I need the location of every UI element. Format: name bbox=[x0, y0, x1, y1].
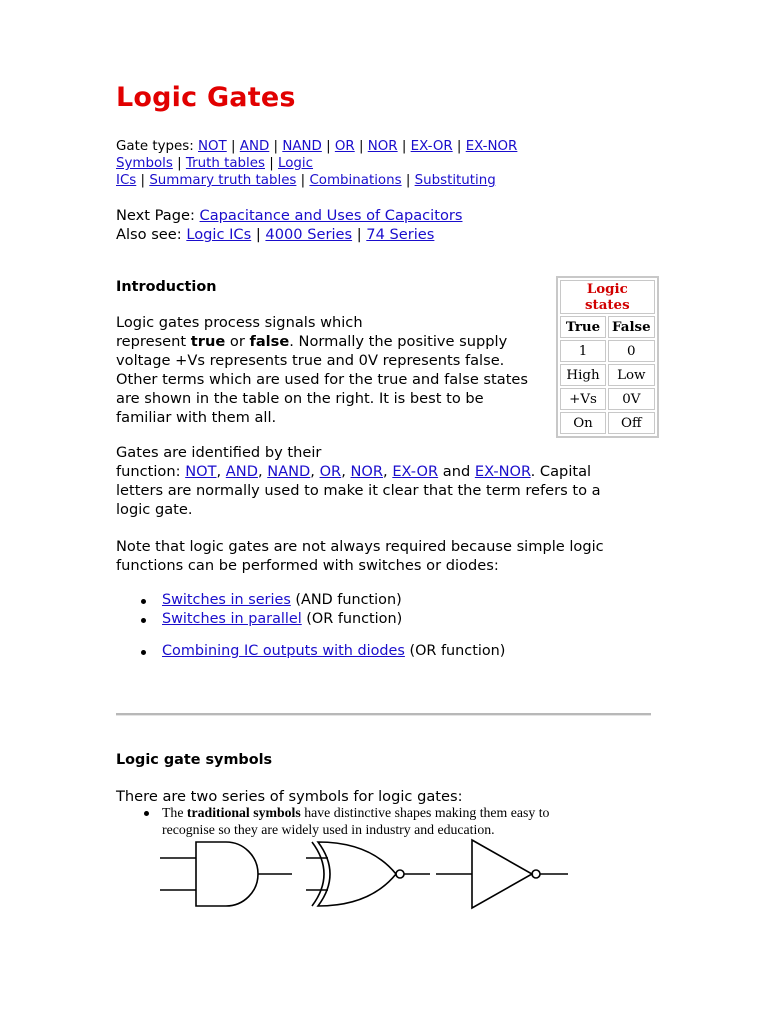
link-not[interactable]: NOT bbox=[198, 139, 227, 154]
intro-p2-line: Gates are identified by their bbox=[116, 444, 322, 461]
intro-p2-text: and bbox=[442, 463, 471, 480]
gate-types-nav: Gate types: NOT | AND | NAND | OR | NOR | EX-OR | EX-NOR Symbols | Truth tables | Logic ICs | Summary truth tables | Combinations | Substituting bbox=[116, 139, 518, 188]
intro-p1-text: . Normally the positive supply bbox=[289, 333, 508, 350]
link-nor-inline[interactable]: NOR bbox=[350, 463, 384, 480]
link-nor[interactable]: NOR bbox=[367, 139, 398, 154]
traditional-symbols-item bbox=[140, 804, 610, 838]
logic-states-table bbox=[556, 276, 659, 438]
trad-text: recognise so they are widely used in industry and education. bbox=[162, 822, 495, 837]
symbols-heading: Logic gate symbols bbox=[116, 752, 273, 768]
link-switches-series[interactable]: Switches in series bbox=[162, 592, 291, 608]
link-ex-nor[interactable]: EX-NOR bbox=[465, 139, 518, 154]
table-cell: +Vs bbox=[560, 388, 606, 410]
trad-text: The bbox=[162, 805, 184, 820]
link-ex-nor-inline[interactable]: EX-NOR bbox=[474, 463, 531, 480]
also-see-label: Also see: bbox=[116, 226, 182, 243]
list-item bbox=[136, 591, 505, 610]
link-4000-series[interactable]: 4000 Series bbox=[265, 226, 353, 243]
intro-paragraph-2: Gates are identified by their function: NOT, AND, NAND, OR, NOR, EX-OR and EX-NOR. Capital letters are normally used to make it clear that the term refers to a logic gate. bbox=[116, 444, 601, 518]
intro-true-term: true bbox=[190, 333, 226, 350]
link-74-series[interactable]: 74 Series bbox=[366, 226, 435, 243]
table-cell: 0V bbox=[608, 388, 655, 410]
section-divider bbox=[116, 713, 651, 716]
link-or-inline[interactable]: OR bbox=[319, 463, 342, 480]
intro-paragraph-1 bbox=[116, 313, 556, 427]
list-item-text: (AND function) bbox=[290, 592, 402, 608]
table-cell: Off bbox=[608, 412, 655, 434]
intro-p1-line: Logic gates process signals which bbox=[116, 314, 363, 331]
link-logic-ics[interactable]: Logic ICs bbox=[186, 226, 252, 243]
trad-bold-term: traditional symbols bbox=[186, 805, 301, 820]
intro-p1-line: Other terms which are used for the true and false states bbox=[116, 371, 529, 388]
link-truth-tables[interactable]: Truth tables bbox=[185, 156, 265, 171]
table-cell: Low bbox=[608, 364, 655, 386]
introduction-heading: Introduction bbox=[116, 279, 217, 295]
link-logic-ics-b[interactable]: ICs bbox=[116, 173, 137, 188]
table-header-true: True bbox=[560, 316, 606, 338]
table-caption: Logic states bbox=[560, 280, 655, 314]
link-switches-parallel[interactable]: Switches in parallel bbox=[162, 611, 302, 627]
intro-p3-line: Note that logic gates are not always required because simple logic bbox=[116, 538, 604, 555]
intro-p3-line: functions can be performed with switches or diodes: bbox=[116, 557, 499, 574]
link-substituting[interactable]: Substituting bbox=[414, 173, 496, 188]
intro-false-term: false bbox=[249, 333, 290, 350]
link-capacitance[interactable]: Capacitance and Uses of Capacitors bbox=[199, 207, 463, 224]
intro-p1-text: represent bbox=[116, 333, 187, 350]
link-nand[interactable]: NAND bbox=[282, 139, 322, 154]
list-item bbox=[136, 610, 505, 629]
table-cell: High bbox=[560, 364, 606, 386]
not-gate-icon bbox=[436, 840, 568, 908]
link-logic-ics-a[interactable]: Logic bbox=[278, 156, 314, 171]
intro-p2-text: function: bbox=[116, 463, 181, 480]
gate-types-label: Gate types: bbox=[116, 139, 194, 154]
intro-p2-line: letters are normally used to make it clear that the term refers to a bbox=[116, 482, 601, 499]
intro-paragraph-3 bbox=[116, 537, 656, 575]
intro-p2-line: logic gate. bbox=[116, 501, 193, 518]
link-nand-inline[interactable]: NAND bbox=[267, 463, 311, 480]
and-gate-icon bbox=[160, 842, 292, 906]
intro-p1-line: familiar with them all. bbox=[116, 409, 277, 426]
link-not-inline[interactable]: NOT bbox=[185, 463, 217, 480]
intro-or-text: or bbox=[229, 333, 245, 350]
nor-gate-icon bbox=[306, 842, 430, 906]
table-cell: On bbox=[560, 412, 606, 434]
list-item bbox=[136, 642, 505, 661]
symbols-intro: There are two series of symbols for logic gates: bbox=[116, 788, 463, 805]
link-and-inline[interactable]: AND bbox=[225, 463, 258, 480]
list-item-text: (OR function) bbox=[301, 611, 403, 627]
link-and[interactable]: AND bbox=[239, 139, 270, 154]
table-header-false: False bbox=[608, 316, 655, 338]
intro-p1-line: voltage +Vs represents true and 0V represents false. bbox=[116, 352, 505, 369]
link-combinations[interactable]: Combinations bbox=[309, 173, 402, 188]
link-ex-or[interactable]: EX-OR bbox=[410, 139, 453, 154]
link-summary-truth-tables[interactable]: Summary truth tables bbox=[149, 173, 297, 188]
list-item-text: (OR function) bbox=[404, 643, 506, 659]
link-combining-ic-outputs[interactable]: Combining IC outputs with diodes bbox=[162, 643, 405, 659]
next-page-label: Next Page: bbox=[116, 207, 195, 224]
link-symbols[interactable]: Symbols bbox=[116, 156, 173, 171]
intro-p2-text: . Capital bbox=[530, 463, 592, 480]
link-or[interactable]: OR bbox=[334, 139, 355, 154]
intro-p1-line: are shown in the table on the right. It is best to be bbox=[116, 390, 484, 407]
switch-options-list bbox=[136, 591, 505, 661]
table-cell: 0 bbox=[608, 340, 655, 362]
link-ex-or-inline[interactable]: EX-OR bbox=[392, 463, 439, 480]
table-cell: 1 bbox=[560, 340, 606, 362]
gate-symbols-illustration bbox=[156, 836, 576, 916]
trad-text: have distinctive shapes making them easy to bbox=[304, 805, 550, 820]
also-see-line: Also see: Logic ICs | 4000 Series | 74 Series bbox=[116, 226, 435, 243]
next-page-line bbox=[116, 206, 462, 225]
page-title: Logic Gates bbox=[116, 82, 296, 113]
